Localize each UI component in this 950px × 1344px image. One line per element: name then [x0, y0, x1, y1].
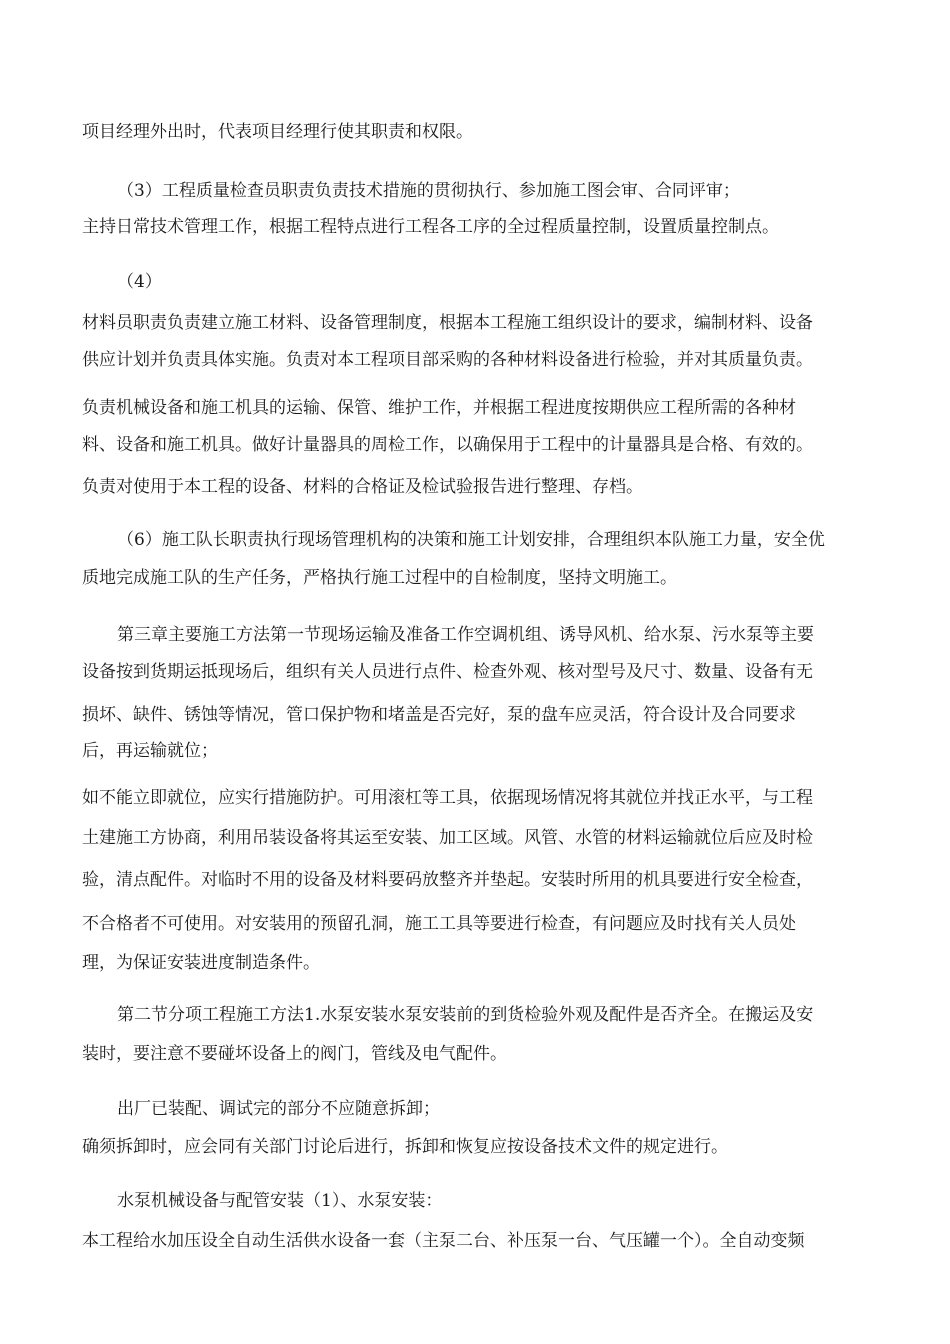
text-line: 不合格者不可使用。对安装用的预留孔洞，施工工具等要进行检查，有问题应及时找有关人员处: [82, 914, 796, 934]
text-line: 确须拆卸时，应会同有关部门讨论后进行，拆卸和恢复应按设备技术文件的规定进行。: [82, 1137, 728, 1157]
text-line: 主持日常技术管理工作，根据工程特点进行工程各工序的全过程质量控制，设置质量控制点。: [82, 217, 779, 237]
text-line: 负责对使用于本工程的设备、材料的合格证及检试验报告进行整理、存档。: [82, 477, 643, 497]
text-line: 第三章主要施工方法第一节现场运输及准备工作空调机组、诱导风机、给水泵、污水泵等主要: [117, 625, 814, 645]
text-line: 负责机械设备和施工机具的运输、保管、维护工作，并根据工程进度按期供应工程所需的各种材: [82, 398, 796, 418]
text-line: 本工程给水加压设全自动生活供水设备一套（主泵二台、补压泵一台、气压罐一个）。全自动变频: [82, 1231, 805, 1251]
text-line: 料、设备和施工机具。做好计量器具的周检工作，以确保用于工程中的计量器具是合格、有效的。: [82, 435, 813, 455]
text-line: （6）施工队长职责执行现场管理机构的决策和施工计划安排，合理组织本队施工力量，安全优: [117, 530, 825, 550]
text-line: 土建施工方协商，利用吊装设备将其运至安装、加工区域。风管、水管的材料运输就位后应及时检: [82, 828, 813, 848]
text-line: 损坏、缺件、锈蚀等情况，管口保护物和堵盖是否完好，泵的盘车应灵活，符合设计及合同要求: [82, 705, 796, 725]
text-line: 出厂已装配、调试完的部分不应随意拆卸；: [117, 1099, 440, 1119]
text-line: 后，再运输就位；: [82, 741, 218, 761]
text-line: （4）: [117, 272, 162, 292]
text-line: （3）工程质量检查员职责负责技术措施的贯彻执行、参加施工图会审、合同评审；: [117, 181, 740, 201]
text-line: 第二节分项工程施工方法1.水泵安装水泵安装前的到货检验外观及配件是否齐全。在搬运及安: [117, 1005, 814, 1025]
text-line: 理，为保证安装进度制造条件。: [82, 953, 320, 973]
text-line: 验，清点配件。对临时不用的设备及材料要码放整齐并垫起。安装时所用的机具要进行安全检查，: [82, 870, 813, 890]
text-line: 水泵机械设备与配管安装（1）、水泵安装：: [117, 1191, 443, 1211]
text-line: 质地完成施工队的生产任务，严格执行施工过程中的自检制度，坚持文明施工。: [82, 568, 677, 588]
text-line: 项目经理外出时，代表项目经理行使其职责和权限。: [82, 122, 473, 142]
text-line: 设备按到货期运抵现场后，组织有关人员进行点件、检查外观、核对型号及尺寸、数量、设备有无: [82, 662, 813, 682]
text-line: 如不能立即就位，应实行措施防护。可用滚杠等工具，依据现场情况将其就位并找正水平，与工程: [82, 788, 813, 808]
text-line: 材料员职责负责建立施工材料、设备管理制度，根据本工程施工组织设计的要求，编制材料、设备: [82, 313, 813, 333]
text-line: 装时，要注意不要碰坏设备上的阀门，管线及电气配件。: [82, 1044, 507, 1064]
text-line: 供应计划并负责具体实施。负责对本工程项目部采购的各种材料设备进行检验，并对其质量负责。: [82, 350, 813, 370]
